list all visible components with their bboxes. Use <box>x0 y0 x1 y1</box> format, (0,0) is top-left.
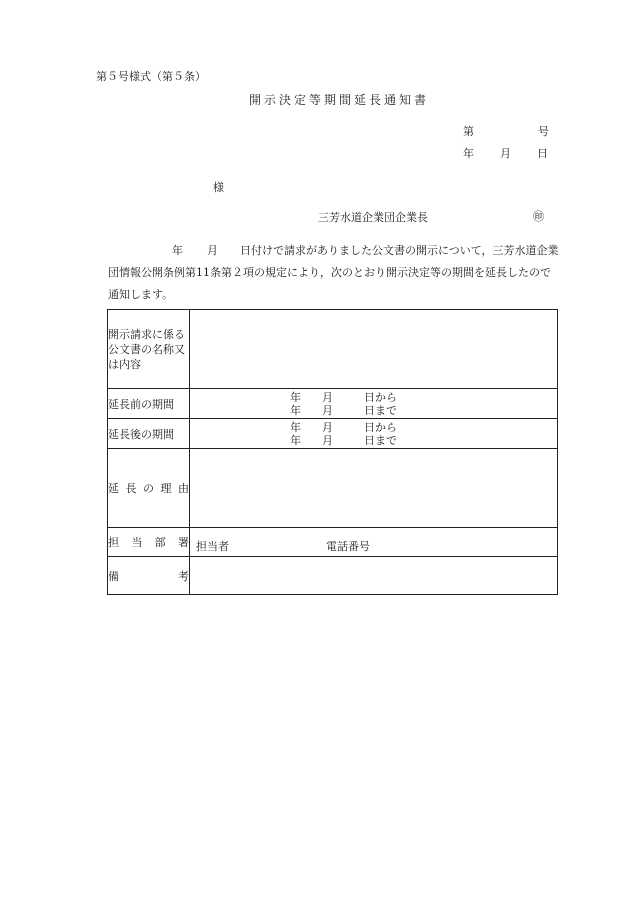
label-char: 長 <box>125 482 137 495</box>
issuer-name: 三芳水道企業団企業長 <box>318 211 428 224</box>
label-char: 由 <box>178 482 189 495</box>
seal-mark: ㊞ <box>533 210 544 223</box>
period-from: 日から <box>364 390 397 404</box>
period-month: 月 <box>322 420 333 434</box>
label-char: 延 <box>108 482 119 495</box>
period-to: 日まで <box>364 403 397 417</box>
label-char: の <box>143 482 154 495</box>
spread-text <box>108 480 189 496</box>
period-from: 日から <box>364 420 397 434</box>
date-day-label: 日 <box>537 147 548 160</box>
label-char: 考 <box>178 569 189 583</box>
label-char: 備 <box>108 569 119 583</box>
table-row <box>108 449 558 528</box>
period-year: 年 <box>290 420 301 434</box>
spread-text <box>108 568 189 584</box>
period-after-value <box>190 419 558 449</box>
period-to: 日まで <box>364 433 397 447</box>
period-year: 年 <box>290 390 301 404</box>
notice-table <box>107 309 558 595</box>
label-char: 部 <box>154 536 166 549</box>
table-row <box>108 528 558 557</box>
table-row <box>108 419 558 449</box>
extension-reason-label <box>108 449 190 528</box>
label-char: 理 <box>160 482 172 495</box>
extension-reason-value <box>190 449 558 528</box>
table-row <box>108 389 558 419</box>
doc-number-suffix: 号 <box>538 125 549 138</box>
remarks-value <box>190 557 558 595</box>
body-year-label: 年 <box>172 244 183 257</box>
period-before-label: 延長前の期間 <box>108 389 190 419</box>
body-month-label: 月 <box>207 244 218 257</box>
contact-phone-label: 電話番号 <box>326 540 370 553</box>
table-row <box>108 310 558 389</box>
department-label <box>108 528 190 557</box>
label-char: 署 <box>177 536 189 549</box>
notice-body <box>108 240 560 306</box>
period-month: 月 <box>322 433 333 447</box>
contact-person-label: 担当者 <box>196 540 229 553</box>
date-month-label: 月 <box>500 147 511 160</box>
requested-document-label: 開示請求に係る公文書の名称又は内容 <box>108 310 190 389</box>
doc-number-prefix: 第 <box>463 125 474 138</box>
form-number-label: 第５号様式（第５条） <box>96 70 206 83</box>
document-title: 開示決定等期間延長通知書 <box>248 93 429 107</box>
label-char: 当 <box>131 536 143 549</box>
period-year: 年 <box>290 403 301 417</box>
period-month: 月 <box>322 403 333 417</box>
period-before-value <box>190 389 558 419</box>
department-value <box>190 528 558 557</box>
date-year-label: 年 <box>463 147 474 160</box>
remarks-label <box>108 557 190 595</box>
spread-text <box>108 534 189 550</box>
label-char: 担 <box>108 536 119 549</box>
addressee-honorific: 様 <box>213 181 224 194</box>
body-text: 日付けで請求がありました公文書の開示について，三芳水道企業団情報公開条例第11条第２項の規定により，次のとおり開示決定等の期間を延長したので通知します。 <box>108 244 559 301</box>
period-month: 月 <box>322 390 333 404</box>
period-year: 年 <box>290 433 301 447</box>
table-row <box>108 557 558 595</box>
requested-document-value <box>190 310 558 389</box>
period-after-label: 延長後の期間 <box>108 419 190 449</box>
